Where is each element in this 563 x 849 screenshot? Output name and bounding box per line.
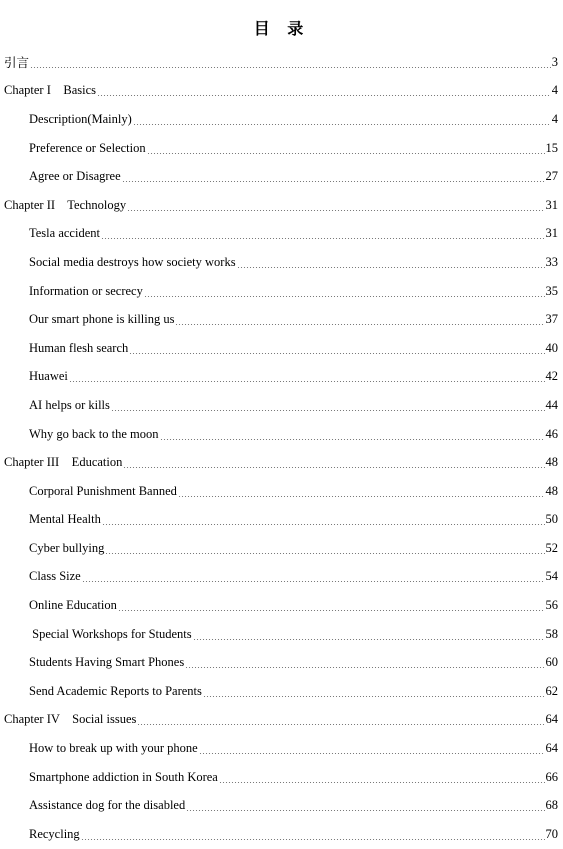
toc-entry-1[interactable] [4,77,558,106]
dot-leader [133,124,551,125]
toc-entry-5[interactable] [4,191,558,220]
toc-entry-page: 15 [545,140,558,155]
toc-entry-page: 64 [545,741,558,756]
dot-leader [118,610,545,611]
toc-entry-label: Class Size [29,569,81,584]
toc-entry-label: Description(Mainly) [29,111,132,126]
toc-entry-page: 52 [545,540,558,555]
toc-entry-label: Why go back to the moon [29,426,159,441]
toc-entry-label: Preference or Selection [29,140,146,155]
toc-entry-4[interactable] [4,162,558,191]
dot-leader [30,67,551,68]
dot-leader [127,210,544,211]
toc-entry-7[interactable] [4,248,558,277]
toc-entry-label: Chapter I Basics [4,83,96,98]
toc-entry-9[interactable] [4,305,558,334]
toc-entry-label: Huawei [29,369,68,384]
toc-entry-page: 54 [545,569,558,584]
toc-entry-label: Corporal Punishment Banned [29,483,177,498]
dot-leader [219,782,545,783]
toc-entry-17[interactable] [4,534,558,563]
toc-entry-label: 引言 [4,56,30,71]
dot-leader [147,153,545,154]
toc-entry-label: Chapter III Education [4,455,123,470]
toc-entry-page: 31 [545,226,558,241]
dot-leader [105,553,544,554]
toc-entry-6[interactable] [4,220,558,249]
toc-entry-label: Tesla accident [29,226,100,241]
dot-leader [185,667,544,668]
toc-entry-18[interactable] [4,563,558,592]
toc-entry-page: 60 [545,655,558,670]
toc-entry-8[interactable] [4,277,558,306]
toc-entry-16[interactable] [4,506,558,535]
toc-entry-2[interactable] [4,105,558,134]
dot-leader [144,296,545,297]
toc-entry-25[interactable] [4,763,558,792]
toc-entry-page: 66 [545,769,558,784]
toc-entry-3[interactable] [4,134,558,163]
toc-entry-label: Chapter II Technology [4,197,127,212]
toc-entry-page: 48 [545,483,558,498]
toc-entry-page: 27 [545,169,558,184]
toc-entry-page: 37 [545,312,558,327]
toc-entry-label: How to break up with your phone [29,741,198,756]
toc-entry-page: 4 [551,111,558,126]
toc-entry-page: 31 [545,197,558,212]
dot-leader [122,181,545,182]
toc-entry-label: AI helps or kills [29,397,110,412]
toc-entry-27[interactable] [4,820,558,849]
dot-leader [178,496,545,497]
toc-entry-page: 50 [545,512,558,527]
toc-entry-20[interactable] [4,620,558,649]
toc-entry-label: Students Having Smart Phones [29,655,185,670]
toc-entry-page: 35 [545,283,558,298]
toc-entry-10[interactable] [4,334,558,363]
toc-entry-page: 68 [545,798,558,813]
toc-entry-label: Assistance dog for the disabled [29,798,186,813]
toc-entry-label: Mental Health [29,512,101,527]
toc-entry-21[interactable] [4,648,558,677]
toc-entry-label: Cyber bullying [29,540,105,555]
toc-entry-11[interactable] [4,363,558,392]
dot-leader [203,696,545,697]
dot-leader [81,839,545,840]
dot-leader [69,381,545,382]
table-of-contents [4,48,558,849]
toc-entry-26[interactable] [4,791,558,820]
toc-entry-label: Our smart phone is killing us [29,312,175,327]
toc-entry-label: Chapter IV Social issues [4,712,137,727]
dot-leader [101,238,545,239]
dot-leader [193,639,545,640]
dot-leader [111,410,545,411]
dot-leader [82,581,545,582]
toc-entry-12[interactable] [4,391,558,420]
toc-entry-page: 48 [545,455,558,470]
toc-entry-label: Online Education [29,598,117,613]
toc-entry-15[interactable] [4,477,558,506]
dot-leader [175,324,544,325]
toc-entry-page: 62 [545,683,558,698]
dot-leader [186,810,544,811]
toc-entry-label: Information or secrecy [29,283,143,298]
toc-entry-label: Smartphone addiction in South Korea [29,769,218,784]
toc-entry-page: 64 [545,712,558,727]
toc-entry-label: Social media destroys how society works [29,254,236,269]
toc-entry-page: 33 [545,254,558,269]
dot-leader [199,753,545,754]
toc-entry-label: Human flesh search [29,340,129,355]
dot-leader [129,353,544,354]
toc-entry-page: 42 [545,369,558,384]
dot-leader [102,524,545,525]
toc-entry-23[interactable] [4,706,558,735]
toc-entry-22[interactable] [4,677,558,706]
toc-entry-label: Agree or Disagree [29,169,121,184]
dot-leader [137,724,544,725]
toc-entry-24[interactable] [4,734,558,763]
toc-entry-page: 3 [551,54,558,69]
dot-leader [97,95,551,96]
toc-entry-0[interactable] [4,48,558,77]
toc-entry-page: 58 [545,626,558,641]
page-title: 目 录 [253,19,310,38]
toc-entry-label: Special Workshops for Students [29,626,192,641]
toc-entry-page: 44 [545,397,558,412]
toc-entry-19[interactable] [4,591,558,620]
toc-entry-label: Send Academic Reports to Parents [29,683,202,698]
toc-entry-page: 46 [545,426,558,441]
dot-leader [237,267,545,268]
toc-entry-label: Recycling [29,826,80,841]
toc-entry-page: 40 [545,340,558,355]
toc-entry-14[interactable] [4,448,558,477]
toc-entry-page: 56 [545,598,558,613]
dot-leader [160,439,545,440]
toc-entry-13[interactable] [4,420,558,449]
toc-entry-page: 4 [551,83,558,98]
dot-leader [123,467,544,468]
toc-entry-page: 70 [545,826,558,841]
